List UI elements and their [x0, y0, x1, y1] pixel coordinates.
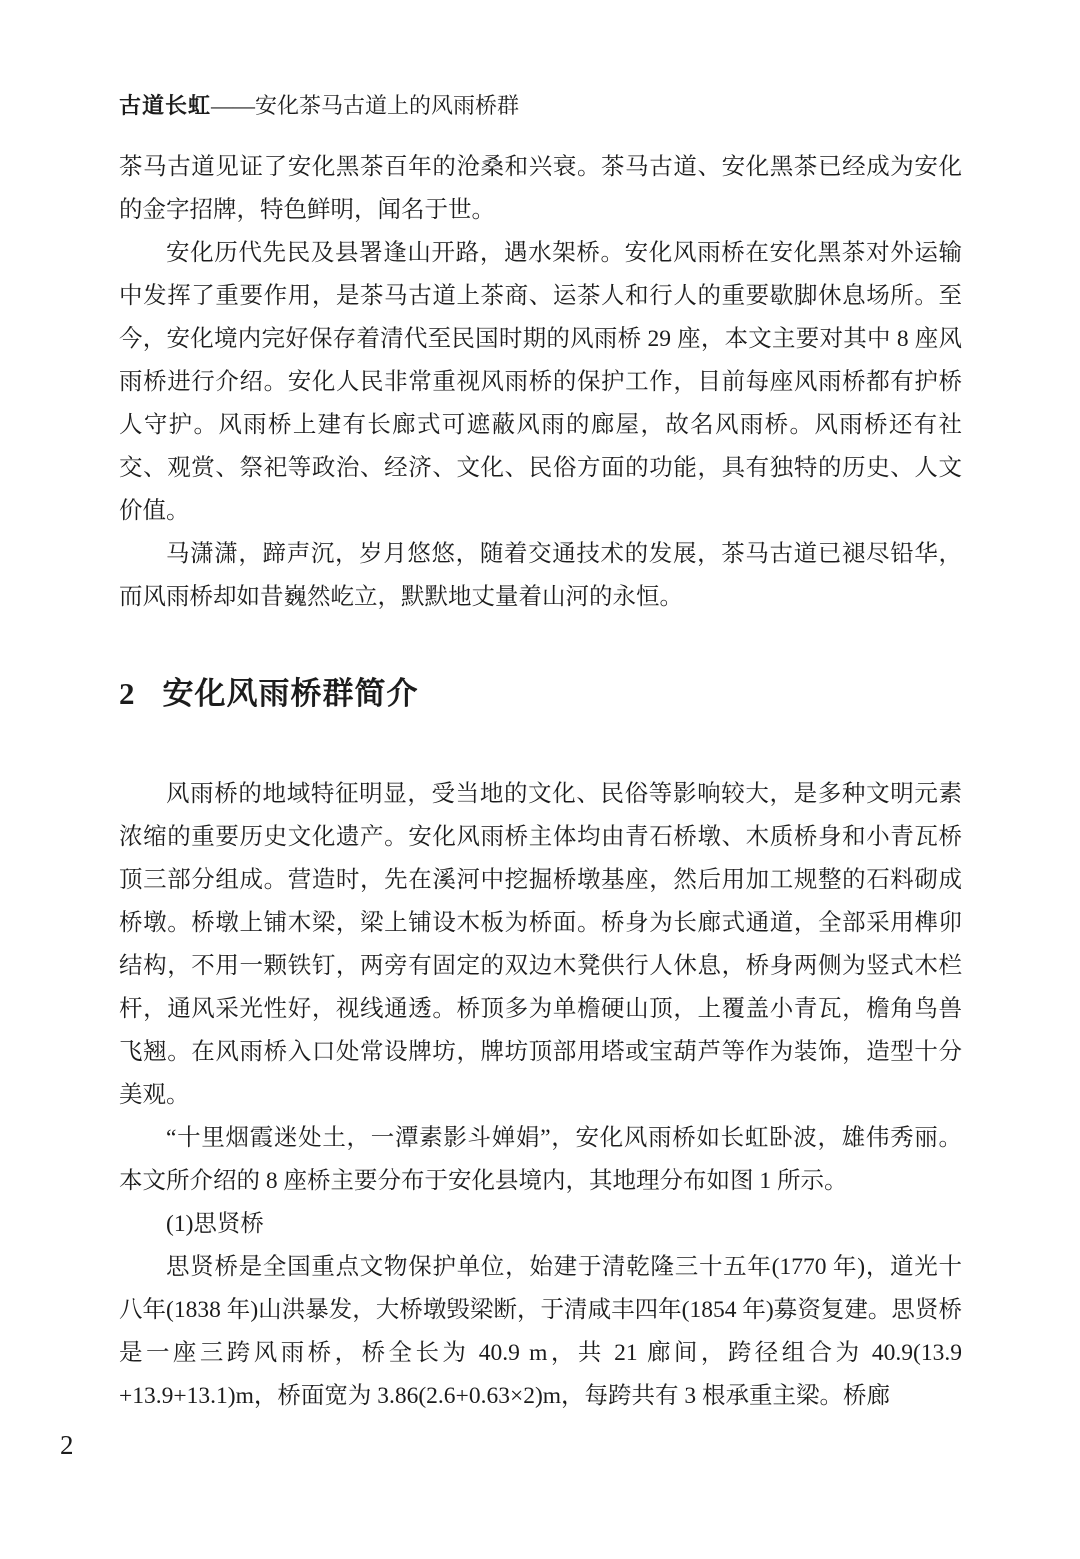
body-paragraph: 茶马古道见证了安化黑茶百年的沧桑和兴衰。茶马古道、安化黑茶已经成为安化的金字招牌，特色鲜明，闻名于世。 — [119, 154, 962, 223]
body-paragraph: 马潇潇，蹄声沉，岁月悠悠，随着交通技术的发展，茶马古道已褪尽铅华，而风雨桥却如昔巍然屹立，默默地丈量着山河的永恒。 — [119, 541, 962, 610]
body-paragraph: 风雨桥的地域特征明显，受当地的文化、民俗等影响较大，是多种文明元素浓缩的重要历史文化遗产。安化风雨桥主体均由青石桥墩、木质桥身和小青瓦桥顶三部分组成。营造时，先在溪河中挖掘桥墩基座，然后用加工规整的石料砌成桥墩。桥墩上铺木梁，梁上铺设木板为桥面。桥身为长廊式通道，全部采用榫卯结构，不用一颗铁钉，两旁有固定的双边木凳供行人休息，桥身两侧为竖式木栏杆，通风采光性好，视线通透。桥顶多为单檐硬山顶，上覆盖小青瓦，檐角鸟兽飞翘。在风雨桥入口处常设牌坊，牌坊顶部用塔或宝葫芦等作为装饰，造型十分美观。 — [119, 781, 962, 1108]
page-number: 2 — [60, 1430, 74, 1460]
body-paragraph: 安化历代先民及县署逢山开路，遇水架桥。安化风雨桥在安化黑茶对外运输中发挥了重要作用，是茶马古道上茶商、运茶人和行人的重要歇脚休息场所。至今，安化境内完好保存着清代至民国时期的风雨桥 29 座，本文主要对其中 8 座风雨桥进行介绍。安化人民非常重视风雨桥的保护工作，目前每座风雨桥都有护桥人守护。风雨桥上建有长廊式可遮蔽风雨的廊屋，故名风雨桥。风雨桥还有社交、观赏、祭祀等政治、经济、文化、民俗方面的功能，具有独特的历史、人文价值。 — [119, 240, 962, 524]
book-title: 古道长虹 — [119, 93, 212, 118]
section-heading — [119, 671, 962, 717]
chapter-title: ——安化茶马古道上的风雨桥群 — [211, 93, 520, 118]
section-title: 安化风雨桥群简介 — [162, 676, 419, 711]
section-number: 2 — [119, 676, 136, 711]
body-paragraph: “十里烟霞迷处土，一潭素影斗婵娟”，安化风雨桥如长虹卧波，雄伟秀丽。本文所介绍的 8 座桥主要分布于安化县境内，其地理分布如图 1 所示。 — [119, 1125, 962, 1194]
body-paragraph: (1)思贤桥 — [166, 1211, 264, 1237]
body-paragraph: 思贤桥是全国重点文物保护单位，始建于清乾隆三十五年(1770 年)，道光十八年(1838 年)山洪暴发，大桥墩毁梁断，于清咸丰四年(1854 年)募资复建。思贤桥是一座三跨风雨桥，桥全长为 40.9 m，共 21 廊间，跨径组合为 40.9(13.9​+13.9+13.1)m，桥面宽为 3.86(2.6+0.63×2)m，每跨共有 3 根承重主梁。桥廊 — [119, 1254, 962, 1409]
body-text-column — [119, 146, 962, 1418]
running-header — [119, 92, 964, 120]
